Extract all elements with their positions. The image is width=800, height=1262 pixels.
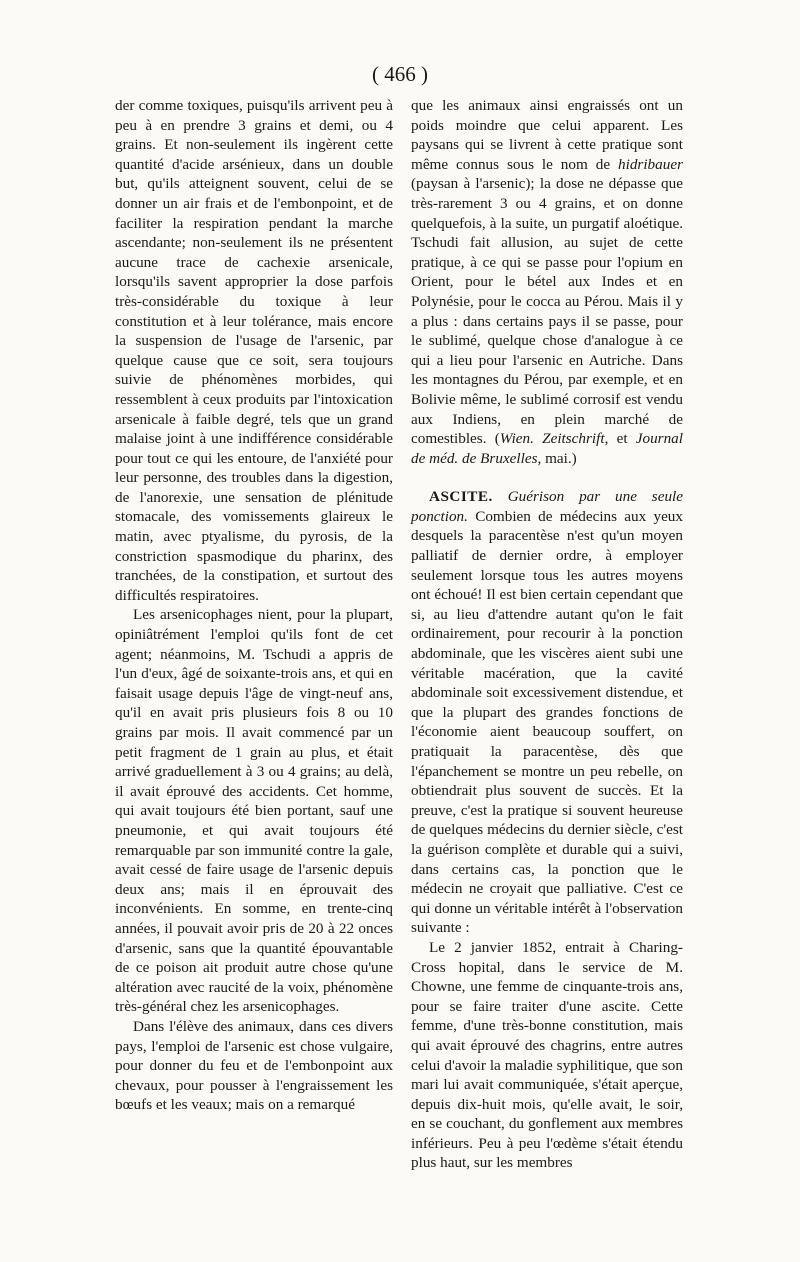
section-heading-subtitle: Guérison par une seule ponction.: [411, 488, 683, 525]
left-paragraph-2: Les arsenicophages nient, pour la plupart, opiniâtrément l'emploi qu'ils font de cet agent; néanmoins, M. Tschudi a appris de l'un d'eux, âgé de soixante-trois ans, et qui en faisait usage depuis l'âge de vingt-neuf ans, qu'il en avait pris plusieurs fois 8 ou 10 grains par mois. Il avait commencé par un petit fragment de 1 grain au plus, et était arrivé graduellement à 3 ou 4 grains; au delà, il avait éprouvé des accidents. Cet homme, qui avait toujours été bien portant, sauf une pneumonie, et qui avait toujours été remarquable par son immunité contre la gale, avait cessé de faire usage de l'arsenic depuis deux ans; mais il en éprouvait des inconvénients. En somme, en trente-cinq années, il pouvait avoir pris de 20 à 22 onces d'arsenic, sans que la quantité épouvantable de ce poison ait produit autre chose qu'une altération avec raucité de la voix, phénomène très-général chez les arsenicophages.: [115, 606, 393, 1016]
right-p1-text-b: (paysan à l'arsenic); la dose ne dépasse que très-rarement 3 ou 4 grains, et on donne quelquefois, à la suite, un purgatif aloétique. Tschudi fait allusion, au sujet de cette pratique, à ce qui se passe pour l'opium en Orient, pour le bétel aux Indes et en Polynésie, pour le cocca au Pérou. Mais il y a plus : dans certains pays il se passe, pour le sublimé, quelque chose d'analogue à ce qui a lieu pour l'arsenic en Autriche. Dans les montagnes du Pérou, par exemple, et en Bolivie même, le sublimé corrosif est vendu aux Indiens, en plein marché de comestibles. (: [411, 175, 683, 448]
right-paragraph-2: [411, 487, 683, 938]
section-gap: [411, 468, 683, 487]
right-p1-text-d: , mai.): [537, 449, 577, 467]
right-paragraph-1: [411, 96, 683, 468]
right-p1-ital-2: Wien. Zeitschrift: [499, 430, 605, 448]
right-p1-text-c: , et: [604, 430, 636, 448]
right-p1-ital-3: Journal de méd. de Bruxelles: [411, 430, 683, 467]
right-p1-text-a: que les animaux ainsi engraissés ont un poids moindre que celui apparent. Les paysans qui se livrent à cette pratique sont même connus sous le nom de: [411, 97, 683, 173]
right-p2-text: Combien de médecins aux yeux desquels la paracentèse n'est qu'un moyen palliatif de dernier ordre, à employer seulement lorsque tous les autres moyens ont échoué! Il est bien certain cependant que si, au lieu d'attendre autant qu'on le fait ordinairement, pour recourir à la ponction abdominale, que les viscères aient subi une véritable macération, que la cavité abdominale soit excessivement distendue, et que la plupart des grandes fonctions de l'économie aient beaucoup souffert, on pratiquait la paracentèse, dès que l'épanchement se montre un peu rebelle, on obtiendrait plus souvent de succès. Et la preuve, c'est la pratique si souvent heureuse de quelques médecins du dernier siècle, c'est la guérison complète et durable qui a suivi, dans certains cas, la ponction que le médecin ne croyait que palliative. C'est ce qui donne un véritable intérêt à l'observation suivante :: [411, 507, 683, 937]
right-paragraph-3: Le 2 janvier 1852, entrait à Charing-Cross hopital, dans le service de M. Chowne, une femme de cinquante-trois ans, pour se faire traiter d'une ascite. Cette femme, d'une très-bonne constitution, mais qui avait éprouvé des chagrins, entre autres celui d'avoir la maladie syphilitique, que son mari lui avait communiquée, s'était aperçue, depuis dix-huit mois, qu'elle avait, le soir, en se couchant, du gonflement aux membres inférieurs. Peu à peu l'œdème s'était étendu plus haut, sur les membres: [411, 938, 683, 1172]
left-column: [115, 96, 393, 1115]
left-paragraph-1: der comme toxiques, puisqu'ils arrivent peu à peu à en prendre 3 grains et demi, ou 4 grains. Et non-seulement ils ingèrent cette quantité d'acide arsénieux, dans un double but, qu'ils atteignent souvent, celui de se donner un air frais et de l'embonpoint, et de faciliter la respiration pendant la marche ascendante; non-seulement ils ne présentent aucune trace de cachexie arsenicale, lorsqu'ils savent approprier la dose parfois très-considérable du toxique à leur constitution et à leur tolérance, mais encore la suspension de l'usage de l'arsenic, par quelque cause que ce soit, sera toujours suivie de phénomènes morbides, qui ressemblent à ceux produits par l'intoxication arsenicale à faible degré, tels que un grand malaise joint à une indifférence considérable pour tout ce qui les entoure, de l'anxiété pour leur personne, des troubles dans la digestion, de l'anorexie, une sensation de plénitude stomacale, des vomissements glaireux le matin, avec ptyalisme, du pyrosis, de la constriction spasmodique du pharinx, des tranchées, de la constipation, et surtout des difficultés respiratoires.: [115, 97, 393, 604]
left-paragraph-3: Dans l'élève des animaux, dans ces divers pays, l'emploi de l'arsenic est chose vulgaire, pour donner du feu et de l'embonpoint aux chevaux, pour pousser à l'engraissement les bœufs et les veaux; mais on a remarqué: [115, 1017, 393, 1114]
section-heading: ASCITE.: [429, 488, 493, 506]
right-column: [411, 96, 683, 1173]
page-number: ( 466 ): [372, 62, 428, 86]
right-p1-ital-1: hidribauer: [618, 155, 683, 173]
